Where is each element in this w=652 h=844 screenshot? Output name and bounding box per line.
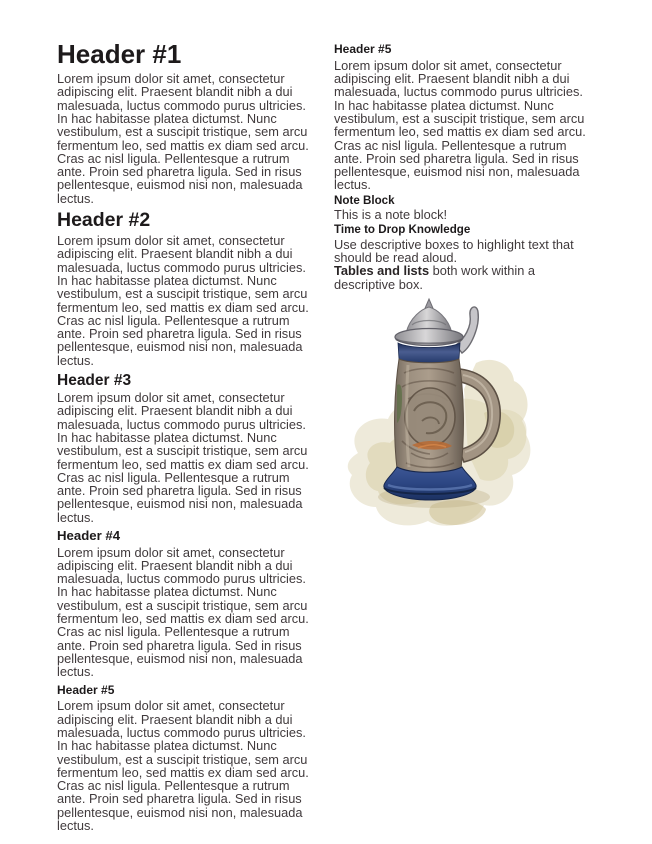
beer-stein-svg [336,293,540,537]
left-column [57,40,309,832]
body-paragraph: Lorem ipsum dolor sit amet, consectetur adipiscing elit. Praesent blandit nibh a dui malesuada, luctus commodo purus ultricies. In hac habitasse platea dictumst. Nunc vestibulum, est a suscipit tristique, sem arcu fermentum leo, sed mattis ex diam sed arcu. Cras ac nisl ligula. Pellentesque a rutrum ante. Proin sed pharetra ligula. Sed in risus pellentesque, euismod nisi non, malesuada lectus. [57,233,309,368]
section-header-3: Header #3 [57,372,132,390]
section-header-1: Header #1 [57,39,182,69]
body-paragraph: Lorem ipsum dolor sit amet, consectetur adipiscing elit. Praesent blandit nibh a dui malesuada, luctus commodo purus ultricies. In hac habitasse platea dictumst. Nunc vestibulum, est a suscipit tristique, sem arcu fermentum leo, sed mattis ex diam sed arcu. Cras ac nisl ligula. Pellentesque a rutrum ante. Proin sed pharetra ligula. Sed in risus pellentesque, euismod nisi non, malesuada lectus. [57,544,309,680]
section-header-5-right: Header #5 [334,42,392,56]
knowledge-heading: Time to Drop Knowledge [334,223,471,237]
section-header-2: Header #2 [57,209,151,232]
note-block-text: This is a note block! [334,207,448,223]
stein-lid [395,299,463,346]
beer-stein-illustration [336,293,540,537]
tables-note-bold-lead: Tables and lists [334,263,430,279]
body-paragraph: Lorem ipsum dolor sit amet, consectetur adipiscing elit. Praesent blandit nibh a dui malesuada, luctus commodo purus ultricies. In hac habitasse platea dictumst. Nunc vestibulum, est a suscipit tristique, sem arcu fermentum leo, sed mattis ex diam sed arcu. Cras ac nisl ligula. Pellentesque a rutrum ante. Proin sed pharetra ligula. Sed in risus pellentesque, euismod nisi non, malesuada lectus. [334,57,586,193]
tables-note-rest: both work within a descriptive box. [334,263,536,292]
body-paragraph: Lorem ipsum dolor sit amet, consectetur adipiscing elit. Praesent blandit nibh a dui malesuada, luctus commodo purus ultricies. In hac habitasse platea dictumst. Nunc vestibulum, est a suscipit tristique, sem arcu fermentum leo, sed mattis ex diam sed arcu. Cras ac nisl ligula. Pellentesque a rutrum ante. Proin sed pharetra ligula. Sed in risus pellentesque, euismod nisi non, malesuada lectus. [57,71,309,206]
section-header-4: Header #4 [57,528,121,544]
body-paragraph: Lorem ipsum dolor sit amet, consectetur adipiscing elit. Praesent blandit nibh a dui malesuada, luctus commodo purus ultricies. In hac habitasse platea dictumst. Nunc vestibulum, est a suscipit tristique, sem arcu fermentum leo, sed mattis ex diam sed arcu. Cras ac nisl ligula. Pellentesque a rutrum ante. Proin sed pharetra ligula. Sed in risus pellentesque, euismod nisi non, malesuada lectus. [57,698,309,834]
stein-body [395,359,464,474]
knowledge-text: Use descriptive boxes to highlight text that should be read aloud. [334,236,574,266]
tables-note-text [334,264,586,291]
body-paragraph: Lorem ipsum dolor sit amet, consectetur adipiscing elit. Praesent blandit nibh a dui malesuada, luctus commodo purus ultricies. In hac habitasse platea dictumst. Nunc vestibulum, est a suscipit tristique, sem arcu fermentum leo, sed mattis ex diam sed arcu. Cras ac nisl ligula. Pellentesque a rutrum ante. Proin sed pharetra ligula. Sed in risus pellentesque, euismod nisi non, malesuada lectus. [57,390,309,525]
right-column [334,38,586,291]
stein-foot [384,467,476,500]
section-header-5: Header #5 [57,682,115,697]
note-block-heading: Note Block [334,193,395,207]
